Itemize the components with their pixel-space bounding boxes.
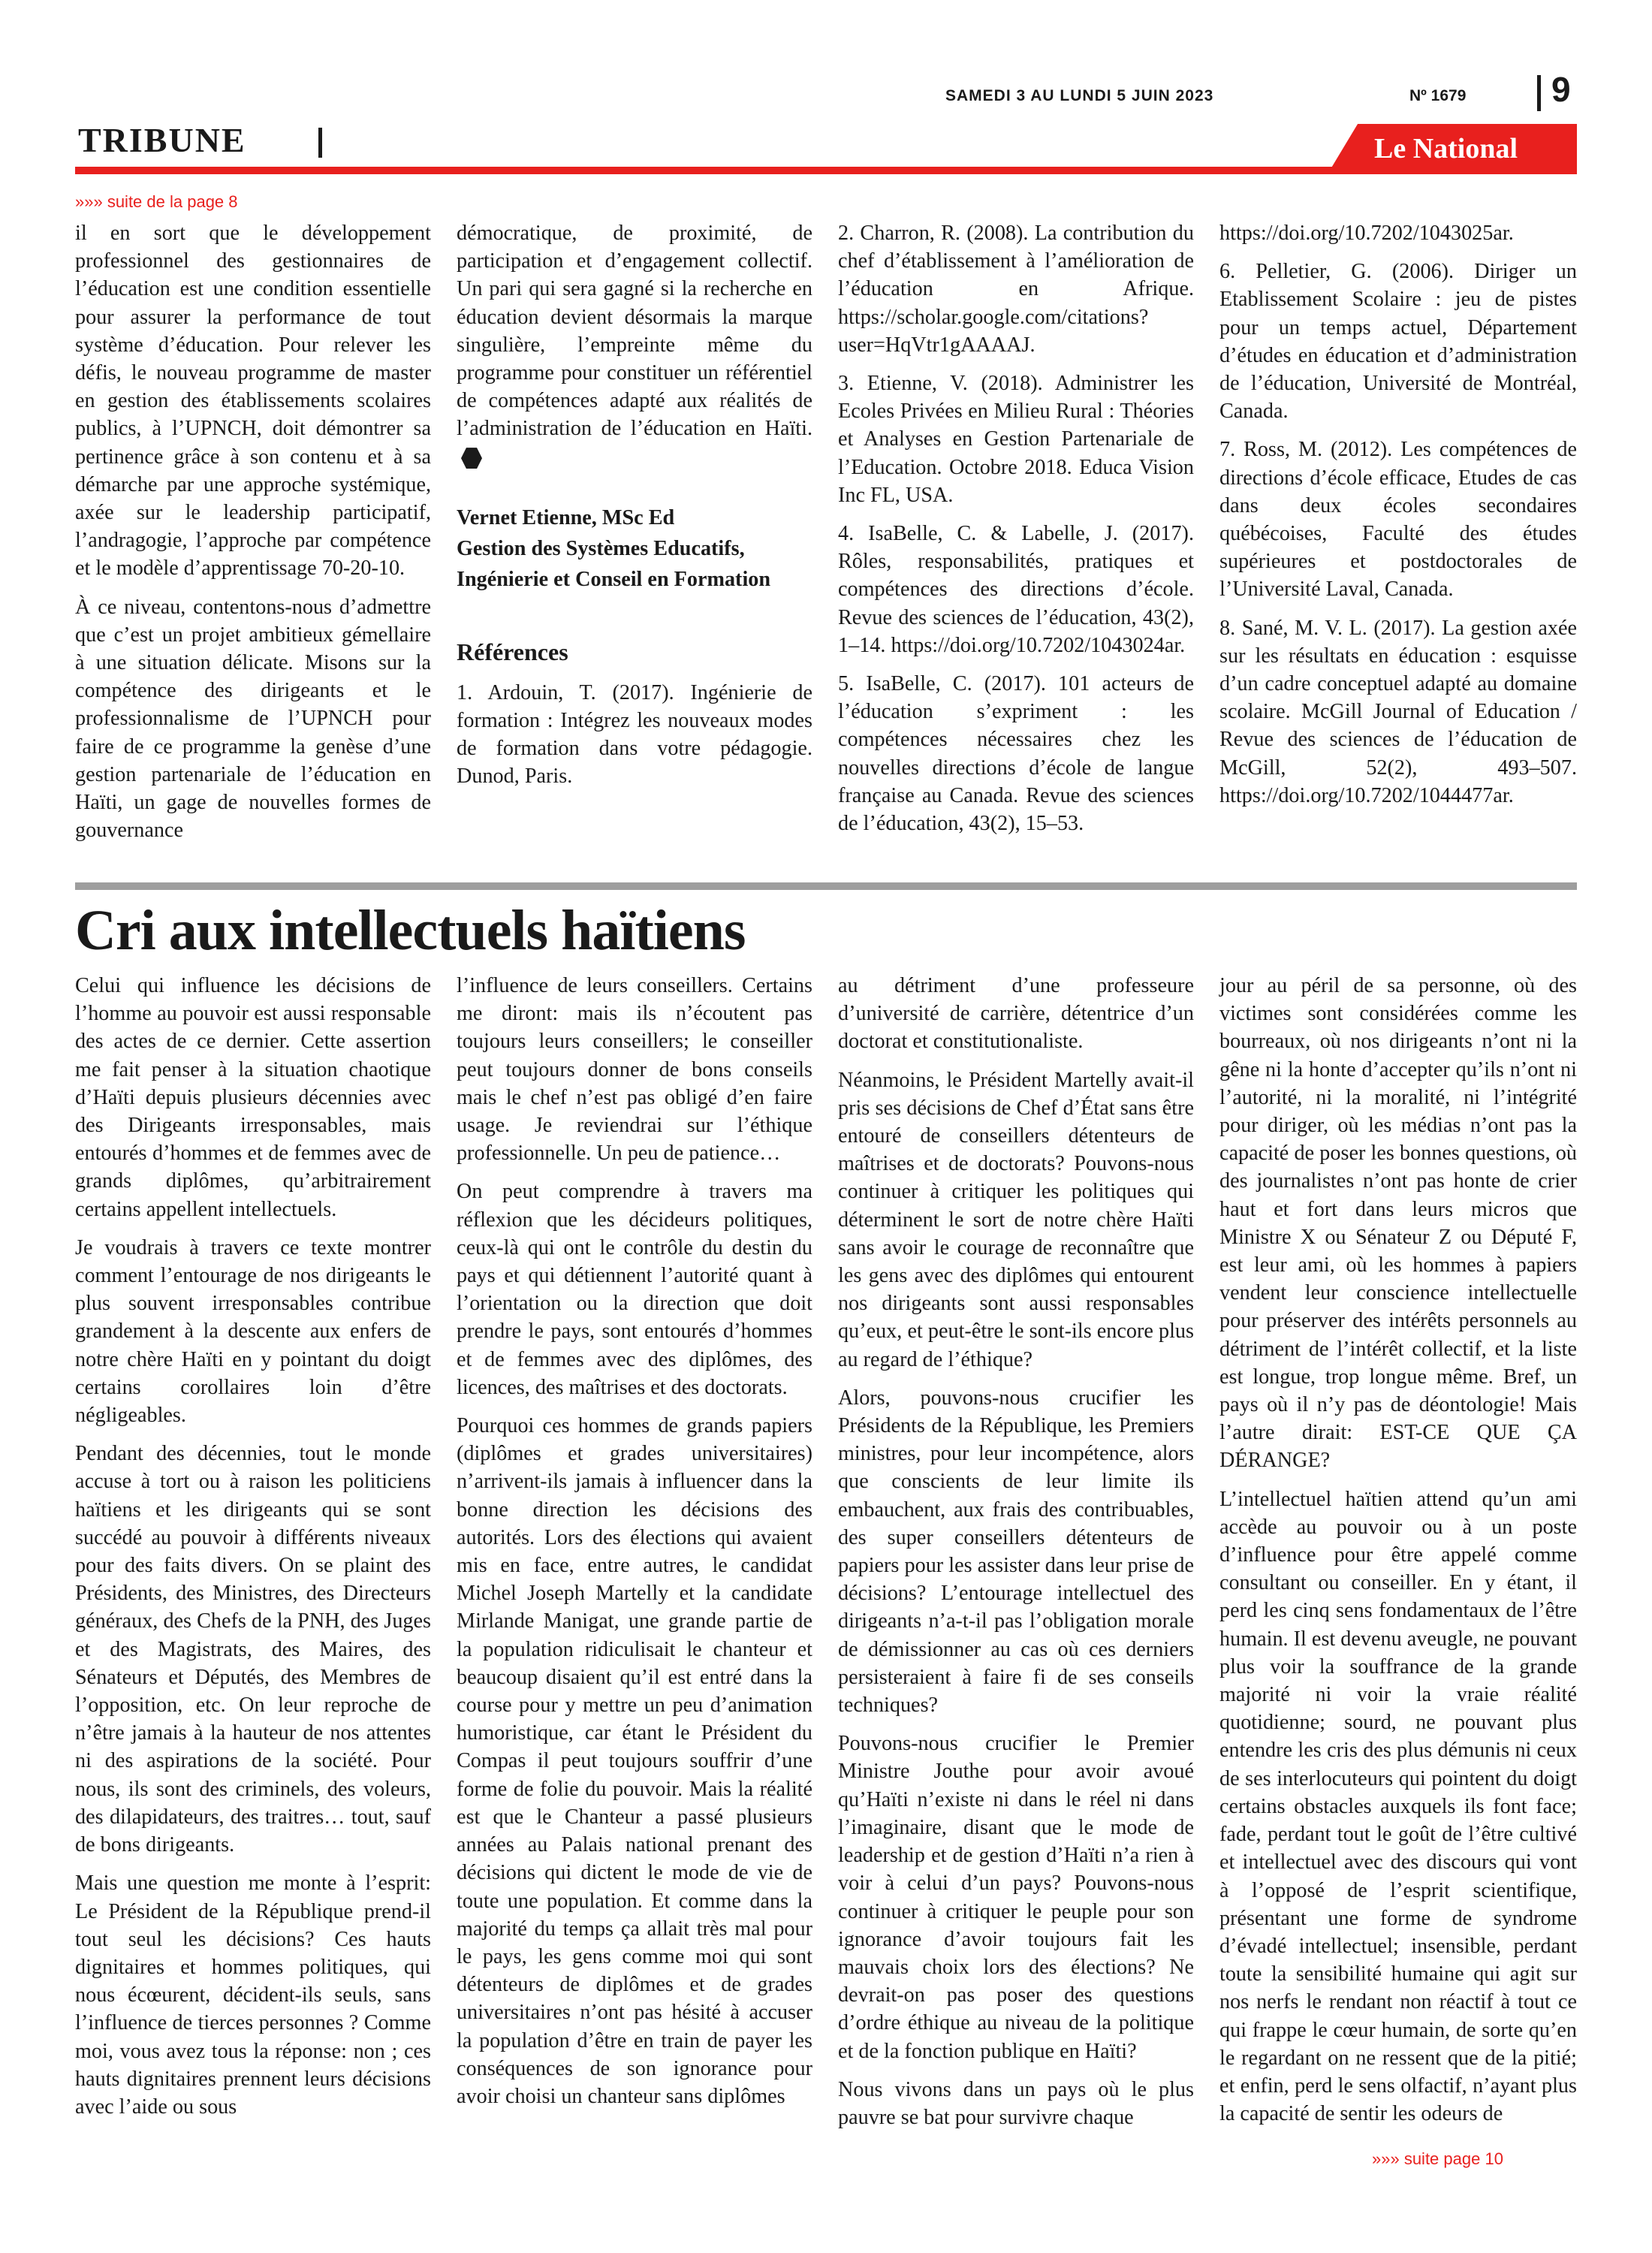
end-of-article-icon: [461, 448, 482, 469]
reference-item: 5. IsaBelle, C. (2017). 101 acteurs de l’éducation s’expriment : les compétences nécessaires chez les nouvelles directions d’école de langue française au Canada. Revue des sciences de l’éducation, 43(2), 15–53.: [838, 672, 1194, 836]
reference-item: 8. Sané, M. V. L. (2017). La gestion axée sur les résultats en éducation : esquisse d’un cadre conceptuel adapté au domaine scolaire. McGill Journal of Education / Revue des sciences de l’éducation de McGill, 52(2), 493–507. https://doi.org/10.7202/1044477ar.: [1219, 616, 1577, 807]
paragraph: Nous vivons dans un pays où le plus pauvre se bat pour survivre chaque: [838, 2077, 1194, 2129]
article-column-4: [1219, 972, 1577, 2138]
reference-item: 6. Pelletier, G. (2006). Diriger un Etablissement Scolaire : jeu de pistes pour un temps actuel, Département d’études en éducation et d’administration de l’éducation, Université de Montréal, Canada.: [1219, 260, 1577, 424]
page-number: 9: [1551, 70, 1571, 109]
paragraph: Pouvons-nous crucifier le Premier Ministre Jouthe pour avoir avoué qu’Haïti n’existe ni dans le réel ni dans l’imaginaire, disant que le mode de leadership et de gestion d’Haïti n’a rien à voir à celui d’un pays? Pouvons-nous continuer à critiquer le peuple pour son ignorance d’avoir toujours fait les mauvais choix lors des élections? Ne devrait-on pas poser des questions d’ordre éthique au niveau de la politique et de la fonction publique en Haïti?: [838, 1732, 1194, 2063]
header-divider: [1537, 75, 1541, 111]
paragraph: l’influence de leurs conseillers. Certains me diront: mais ils n’écoutent pas toujours leurs conseillers; le conseiller peut toujours donner de bons conseils mais le chef n’est pas obligé d’en faire usage. Je reviendrai sur l’éthique professionnelle. Un peu de patience…: [457, 974, 812, 1166]
author-name: Vernet Etienne, MSc Ed: [457, 505, 675, 529]
paragraph: il en sort que le développement professionnel des gestionnaires de l’éducation est une condition essentielle pour assurer la performance de tout système d’éducation. Pour relever les défis, le nouveau programme de master en gestion des établissements scolaires publics, à l’UPNCH, doit démontrer sa pertinence grâce à son contenu et à sa démarche par une approche systémique, axée sur le leadership participatif, l’andragogie, l’approche par compétence et le modèle d’apprentissage 70-20-10.: [75, 222, 431, 581]
paragraph: Pendant des décennies, tout le monde accuse à tort ou à raison les politiciens haïtiens et les dirigeants qui se sont succédé au pouvoir à différents niveaux pour des faits divers. On se plaint des Présidents, des Ministres, des Directeurs généraux, des Chefs de la PNH, des Juges et des Magistrats, des Maires, des Sénateurs et Députés, des Membres de l’opposition, etc. On leur reproche de n’être jamais à la hauteur de nos attentes ni des aspirations de la société. Pour nous, ils sont des criminels, des voleurs, des dilapidateurs, des traitres… tout, sauf de bons dirigeants.: [75, 1442, 431, 1857]
issue-date: SAMEDI 3 AU LUNDI 5 JUIN 2023: [945, 87, 1214, 104]
issue-number: Nº 1679: [1409, 87, 1467, 104]
article-column-3: [838, 972, 1194, 2142]
paragraph: [457, 219, 812, 471]
section-divider: [318, 128, 322, 158]
article-headline: Cri aux intellectuels haïtiens: [75, 899, 746, 962]
article-separator: [75, 882, 1577, 890]
continued-to-label: »»» suite page 10: [1372, 2149, 1503, 2168]
reference-item: 4. IsaBelle, C. & Labelle, J. (2017). Rôles, responsabilités, pratiques et compétences des directions d’école. Revue des sciences de l’éducation, 43(2), 1–14. https://doi.org/10.7202/1043024ar.: [838, 522, 1194, 657]
paragraph: Pourquoi ces hommes de grands papiers (diplômes et grades universitaires) n’arrivent-ils jamais à influencer dans la bonne direction les décisions des autorités. Lors des élections qui avaient mis en face, entre autres, le candidat Michel Joseph Martelly et la candidate Mirlande Manigat, une grande partie de la population ridiculisait le chanteur et beaucoup disaient qu’il est entré dans la course pour y mettre un peu d’animation humoristique, car étant le Président du Compas il peut toujours souffrir d’une forme de folie du pouvoir. Mais la réalité est que le Chanteur a passé plusieurs années au Palais national prenant des décisions qui dictent le mode de vie de toute une population. Et comme dans la majorité du temps ça allait très mal pour le pays, les gens comme moi qui sont détenteurs de diplômes et de grades universitaires n’ont pas hésité à accuser la population d’être en train de payer les conséquences de son ignorance pour avoir choisi un chanteur sans diplômes: [457, 1414, 812, 2108]
article-column-2: [457, 972, 812, 2121]
paragraph: Alors, pouvons-nous crucifier les Présidents de la République, les Premiers ministres, pour leur incompétence, alors que conscients de leur limite ils embauchent, aux frais des contribuables, des super conseillers détenteurs de papiers pour les assister dans leur prise de décisions? L’entourage intellectuel des dirigeants n’a-t-il pas l’obligation morale de démissionner au cas où ces derniers persisteraient à faire fi de ses conseils techniques?: [838, 1386, 1194, 1718]
reference-item: 2. Charron, R. (2008). La contribution du chef d’établissement à l’amélioration de l’éducation en Afrique. https://scholar.google.com/citations?user=HqVtr1gAAAAJ.: [838, 222, 1194, 357]
reference-item: 1. Ardouin, T. (2017). Ingénierie de formation : Intégrez les nouveaux modes de formation dans votre pédagogie. Dunod, Paris.: [457, 680, 812, 789]
paragraph: On peut comprendre à travers ma réflexion que les décideurs politiques, ceux-là qui ont le contrôle du destin du pays et qui détiennent l’autorité quant à l’orientation ou la direction que doit prendre le pays, sont entourés d’hommes et de femmes avec des diplômes, des licences, des maîtrises et des doctorats.: [457, 1180, 812, 1399]
paragraph-text: démocratique, de proximité, de participation et d’engagement collectif. Un pari qui sera gagné si la recherche en éducation devient désormais la marque singulière, l’empreinte même du programme pour constituer un référentiel de compétences adapté aux réalités de l’administration de l’éducation en Haïti.: [457, 222, 812, 441]
reference-item: 7. Ross, M. (2012). Les compétences de directions d’école efficace, Etudes de cas dans deux écoles secondaires québécoises, Faculté des études supérieures et postdoctorales de l’Université Laval, Canada.: [1219, 438, 1577, 602]
paragraph: Mais une question me monte à l’esprit: Le Président de la République prend-il tout seul les décisions? Ces hauts dignitaires et hommes politiques, qui nous écœurent, décident-ils seuls, sans l’influence de tierces personnes ? Comme moi, vous avez tous la réponse: non ; ces hauts dignitaires prennent leurs décisions avec l’aide ou sous: [75, 1871, 431, 2119]
paragraph: jour au péril de sa personne, où des victimes sont considérées comme les bourreaux, où nos dirigeants n’ont ni la gêne ni la honte d’accepter qu’ils n’ont ni l’autorité, ni la moralité, ni l’intégrité pour diriger, où les médias n’ont pas la capacité de poser les bonnes questions, où des journalistes n’ont pas honte de crier haut et fort dans leurs micros que Ministre X ou Sénateur Z ou Député F, est leur ami, où les hommes à papiers vendent leur conscience intellectuelle pour préserver des intérêts personnels au détriment de l’intérêt collectif, et la liste est longue, trop longue même. Bref, un pays où il n’y pas de déontologie! Mais l’autre dirait: EST-CE QUE ÇA DÉRANGE?: [1219, 974, 1577, 1473]
section-label: TRIBUNE: [78, 121, 246, 159]
paragraph: Celui qui influence les décisions de l’homme au pouvoir est aussi responsable des actes de ce dernier. Cette assertion me fait penser à la situation chaotique d’Haïti depuis plusieurs décennies avec des Dirigeants irresponsables, mais entourés d’hommes et de femmes avec de grands diplômes, qu’arbitrairement certains appellent intellectuels.: [75, 974, 431, 1221]
brand-name: Le National: [1374, 133, 1518, 164]
paragraph: Je voudrais à travers ce texte montrer comment l’entourage de nos dirigeants le plus souvent irresponsables contribue grandement à la descente aux enfers de notre chère Haïti en y pointant du doigt certains corollaires loin d’être négligeables.: [75, 1235, 431, 1428]
top-column-3: [838, 219, 1194, 848]
author-title: Gestion des Systèmes Educatifs,: [457, 537, 745, 561]
paragraph: À ce niveau, contentons-nous d’admettre que c’est un projet ambitieux gémellaire à une situation délicate. Misons sur la compétence des dirigeants et le professionnalisme de l’UPNCH pour faire de ce programme la genèse d’une gestion partenariale de l’éducation en Haïti, un gage de nouvelles formes de gouvernance: [75, 595, 431, 843]
reference-item: 3. Etienne, V. (2018). Administrer les Ecoles Privées en Milieu Rural : Théories et Analyses en Gestion Partenariale de l’Education. Octobre 2018. Educa Vision Inc FL, USA.: [838, 372, 1194, 507]
reference-item: https://doi.org/10.7202/1043025ar.: [1219, 222, 1514, 245]
top-column-1: [75, 219, 431, 855]
article-column-1: [75, 972, 431, 2131]
top-column-2: [457, 219, 812, 801]
references-heading: Références: [457, 638, 568, 666]
paragraph: Néanmoins, le Président Martelly avait-il pris ses décisions de Chef d’État sans être entouré de conseillers détenteurs de maîtrises et de doctorats? Pouvons-nous continuer à critiquer les politiques qui déterminent le sort de notre chère Haïti sans avoir le courage de reconnaître que les gens avec des diplômes qui entourent nos dirigeants sont aussi responsables qu’eux, et peut-être le sont-ils encore plus au regard de l’éthique?: [838, 1068, 1194, 1371]
paragraph: L’intellectuel haïtien attend qu’un ami accède au pouvoir ou à un poste d’influence pour être appelé comme consultant ou conseiller. En y étant, il perd les cinq sens fondamentaux de l’être humain. Il est devenu aveugle, ne pouvant plus voir la souffrance de la grande majorité ni voir la vraie réalité quotidienne; sourd, ne pouvant plus entendre les cris des plus démunis ni ceux de ses interlocuteurs qui pointent du doigt certains obstacles auxquels ils font face; fade, perdant tout le goût de l’être cultivé et intellectuel avec des discours qui vont à l’opposé de l’esprit scientifique, présentant une forme de syndrome d’évadé intellectuel; insensible, perdant toute la sensibilité humaine qui agit sur nos nerfs le rendant non réactif à tout ce qui frappe le cœur humain, de sorte qu’en le regardant on ne ressent que de la pitié; et enfin, perd le sens olfactif, n’ayant plus la capacité de sentir les odeurs de: [1219, 1487, 1577, 2126]
paragraph: au détriment d’une professeure d’université de carrière, détentrice d’un doctorat et constitutionaliste.: [838, 974, 1194, 1054]
author-title-2: Ingénierie et Conseil en Formation: [457, 568, 771, 592]
top-column-4: [1219, 219, 1577, 820]
continued-from-label: »»» suite de la page 8: [75, 192, 238, 211]
